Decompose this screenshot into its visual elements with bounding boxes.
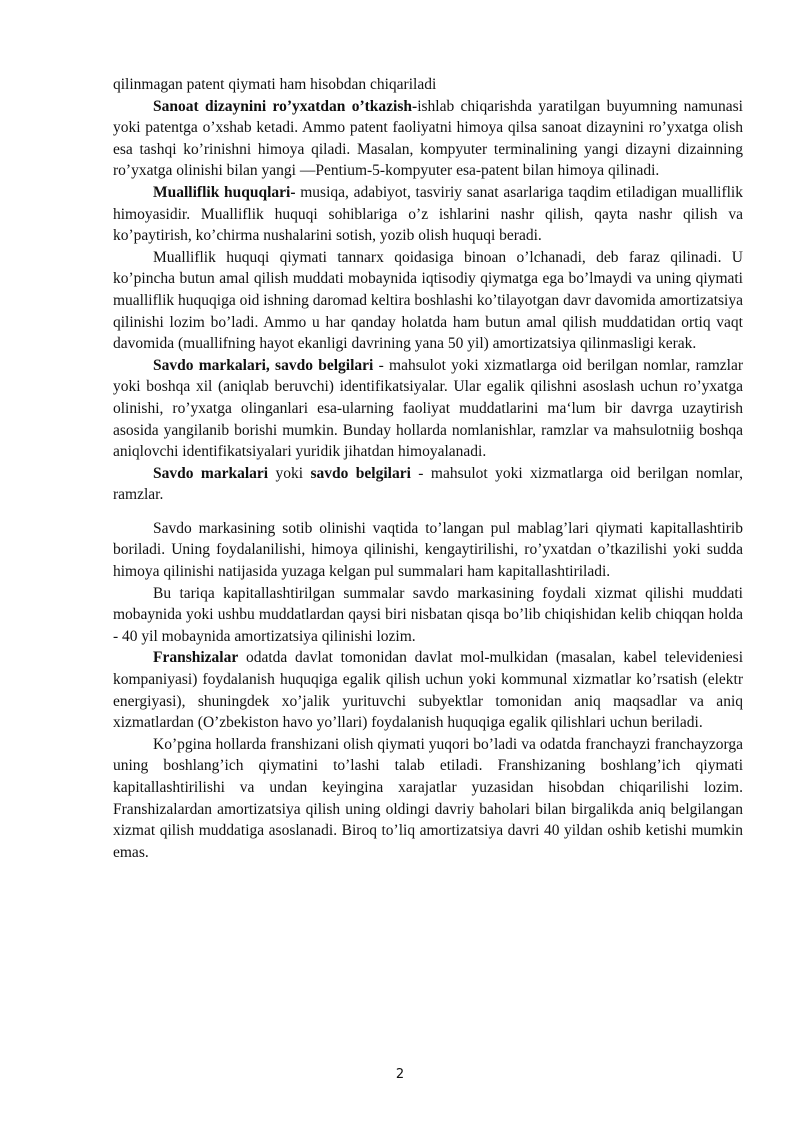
paragraph-industrial-design (113, 96, 743, 182)
page-number: 2 (395, 1067, 405, 1082)
paragraph-text: Savdo markasining sotib olinishi vaqtida to’langan pul mablag’lari qiymati kapitallashtirib boriladi. Uning foydalanilishi, himoya qilinishi, kengaytirilishi, ro’yxatdan o’tkazilishi yoki sudda himoya qilinishi natijasida yuzaga kelgan pul summalari ham kapitallashtiriladi. (113, 519, 743, 581)
paragraph-text: Bu tariqa kapitallashtirilgan summalar savdo markasining foydali xizmat qilishi muddati mobaynida yoki ushbu muddatlardan qaysi biri nisbatan qisqa bo’lib chiqishidan kelib chiqqan holda - 40 yil mobaynida amortizatsiya qilinishi lozim. (113, 584, 743, 645)
paragraph-trademark-purchase (113, 518, 743, 583)
paragraph-capitalized-sums (113, 583, 743, 648)
paragraph-franchises (113, 647, 743, 733)
paragraph-text: musiqa, adabiyot, tasviriy sanat asarlariga taqdim etiladigan mualliflik himoyasidir. Mualliflik huquqi sohiblariga o’z ishlarini nashr qilish, qayta nashr qilish va ko’paytirish, ko’chirma nushalarini sotish, yozib olish huquqi beradi. (113, 183, 743, 245)
paragraph-text: ishlab chiqarishda yaratilgan buyumning namunasi yoki patentga o’xshab ketadi. Ammo patent faoliyatni himoya qilsa sanoat dizaynini ro’yxatga olish esa tashqi ko’rinishni himoya qiladi. Masalan, kompyuter terminalining yangi dizayni dizainning ro’yxatga olinishi bilan yangi —Pentium-5-kompyuter esa-patent bilan himoya qilinadi. (113, 97, 743, 180)
paragraph-term: Mualliflik huquqlari- (153, 183, 296, 201)
paragraph-term: Franshizalar (153, 649, 239, 667)
paragraph-text: Ko’pgina hollarda franshizani olish qiymati yuqori bo’ladi va odatda franchayzi franchayzorga uning boshlang’ich qiymatini to’lashi talab etiladi. Franshizaning boshlang’ich qiymati kapitallashtirilishi va undan keyingina xarajatlar yuzasidan hisobdan chiqarilishi lozim. Franshizalardan amortizatsiya qilish uning oldingi davriy baholari bilan birgalikda aniq belgilangan xizmat qilish muddatiga asoslanadi. Biroq to’liq amortizatsiya davri 40 yildan oshib ketishi mumkin emas. (113, 735, 743, 861)
paragraph-text: - mahsulot yoki xizmatlarga oid berilgan nomlar, ramzlar. (113, 464, 743, 504)
paragraph-text: Mualliflik huquqi qiymati tannarx qoidasiga binoan o’lchanadi, deb faraz qilinadi. U ko’pincha butun amal qilish muddati mobaynida iqtisodiy qiymatga ega bo’lmaydi va uning qiymati mualliflik huquqiga oid ishning daromad keltira boshlashi ko’tilayotgan davr davomida amortizatsiya qilinishi lozim bo’ladi. Ammo u har qanday holatda ham butun amal qilish muddatidan ortiq vaqt davomida (muallifning hayot ekanligi davrining yana 50 yil) amortizatsiya qilinmasligi kerak. (113, 248, 743, 353)
paragraph-term: Savdo markalari, savdo belgilari (153, 356, 374, 374)
paragraph-text: - mahsulot yoki xizmatlarga oid berilgan nomlar, ramzlar yoki boshqa xil (aniqlab beruvchi) identifikatsiyalar. Ular egalik qilishni asoslash uchun ro’yxatga olinishi, ro’yxatga olinganlari esa-ularning faoliyat muddatlarini ma‘lum bir davrga uzaytirish asosida yangilanib borishi mumkin. Bunday hollarda nomlanishlar, ramzlar va mahsulotniig boshqa aniqlovchi identifikatsiyalari yuridik jihatdan himoyalanadi. (113, 356, 744, 461)
paragraph-copyright (113, 182, 743, 247)
paragraph-text: qilinmagan patent qiymati ham hisobdan chiqariladi (113, 76, 437, 93)
document-page (113, 74, 743, 863)
paragraph-term-secondary: savdo belgilari (310, 464, 411, 482)
paragraph-trademarks (113, 355, 743, 463)
paragraph-text: odatda davlat tomonidan davlat mol-mulkidan (masalan, kabel televideniesi kompaniyasi) foydalanish huquqiga egalik qilish uchun yoki kommunal xizmatlar ko’rsatish (elektr energiyasi), shuningdek xo’jalik yurituvchi subyektlar tomonidan aniq maqsadlar va aniq xizmatlardan (O’zbekiston havo yo’llari) foydalanish huquqiga egalik qilishlari uchun beriladi. (113, 649, 743, 732)
paragraph-franchise-cost (113, 734, 743, 864)
paragraph-term: Sanoat dizaynini ro’yxatdan o’tkazish- (153, 97, 418, 115)
paragraph-copyright-value (113, 247, 743, 355)
paragraph-term: Savdo markalari (153, 464, 269, 482)
paragraph-continuation (113, 74, 743, 96)
paragraph-connector: yoki (268, 464, 311, 482)
paragraph-trademarks-definition (113, 463, 743, 506)
